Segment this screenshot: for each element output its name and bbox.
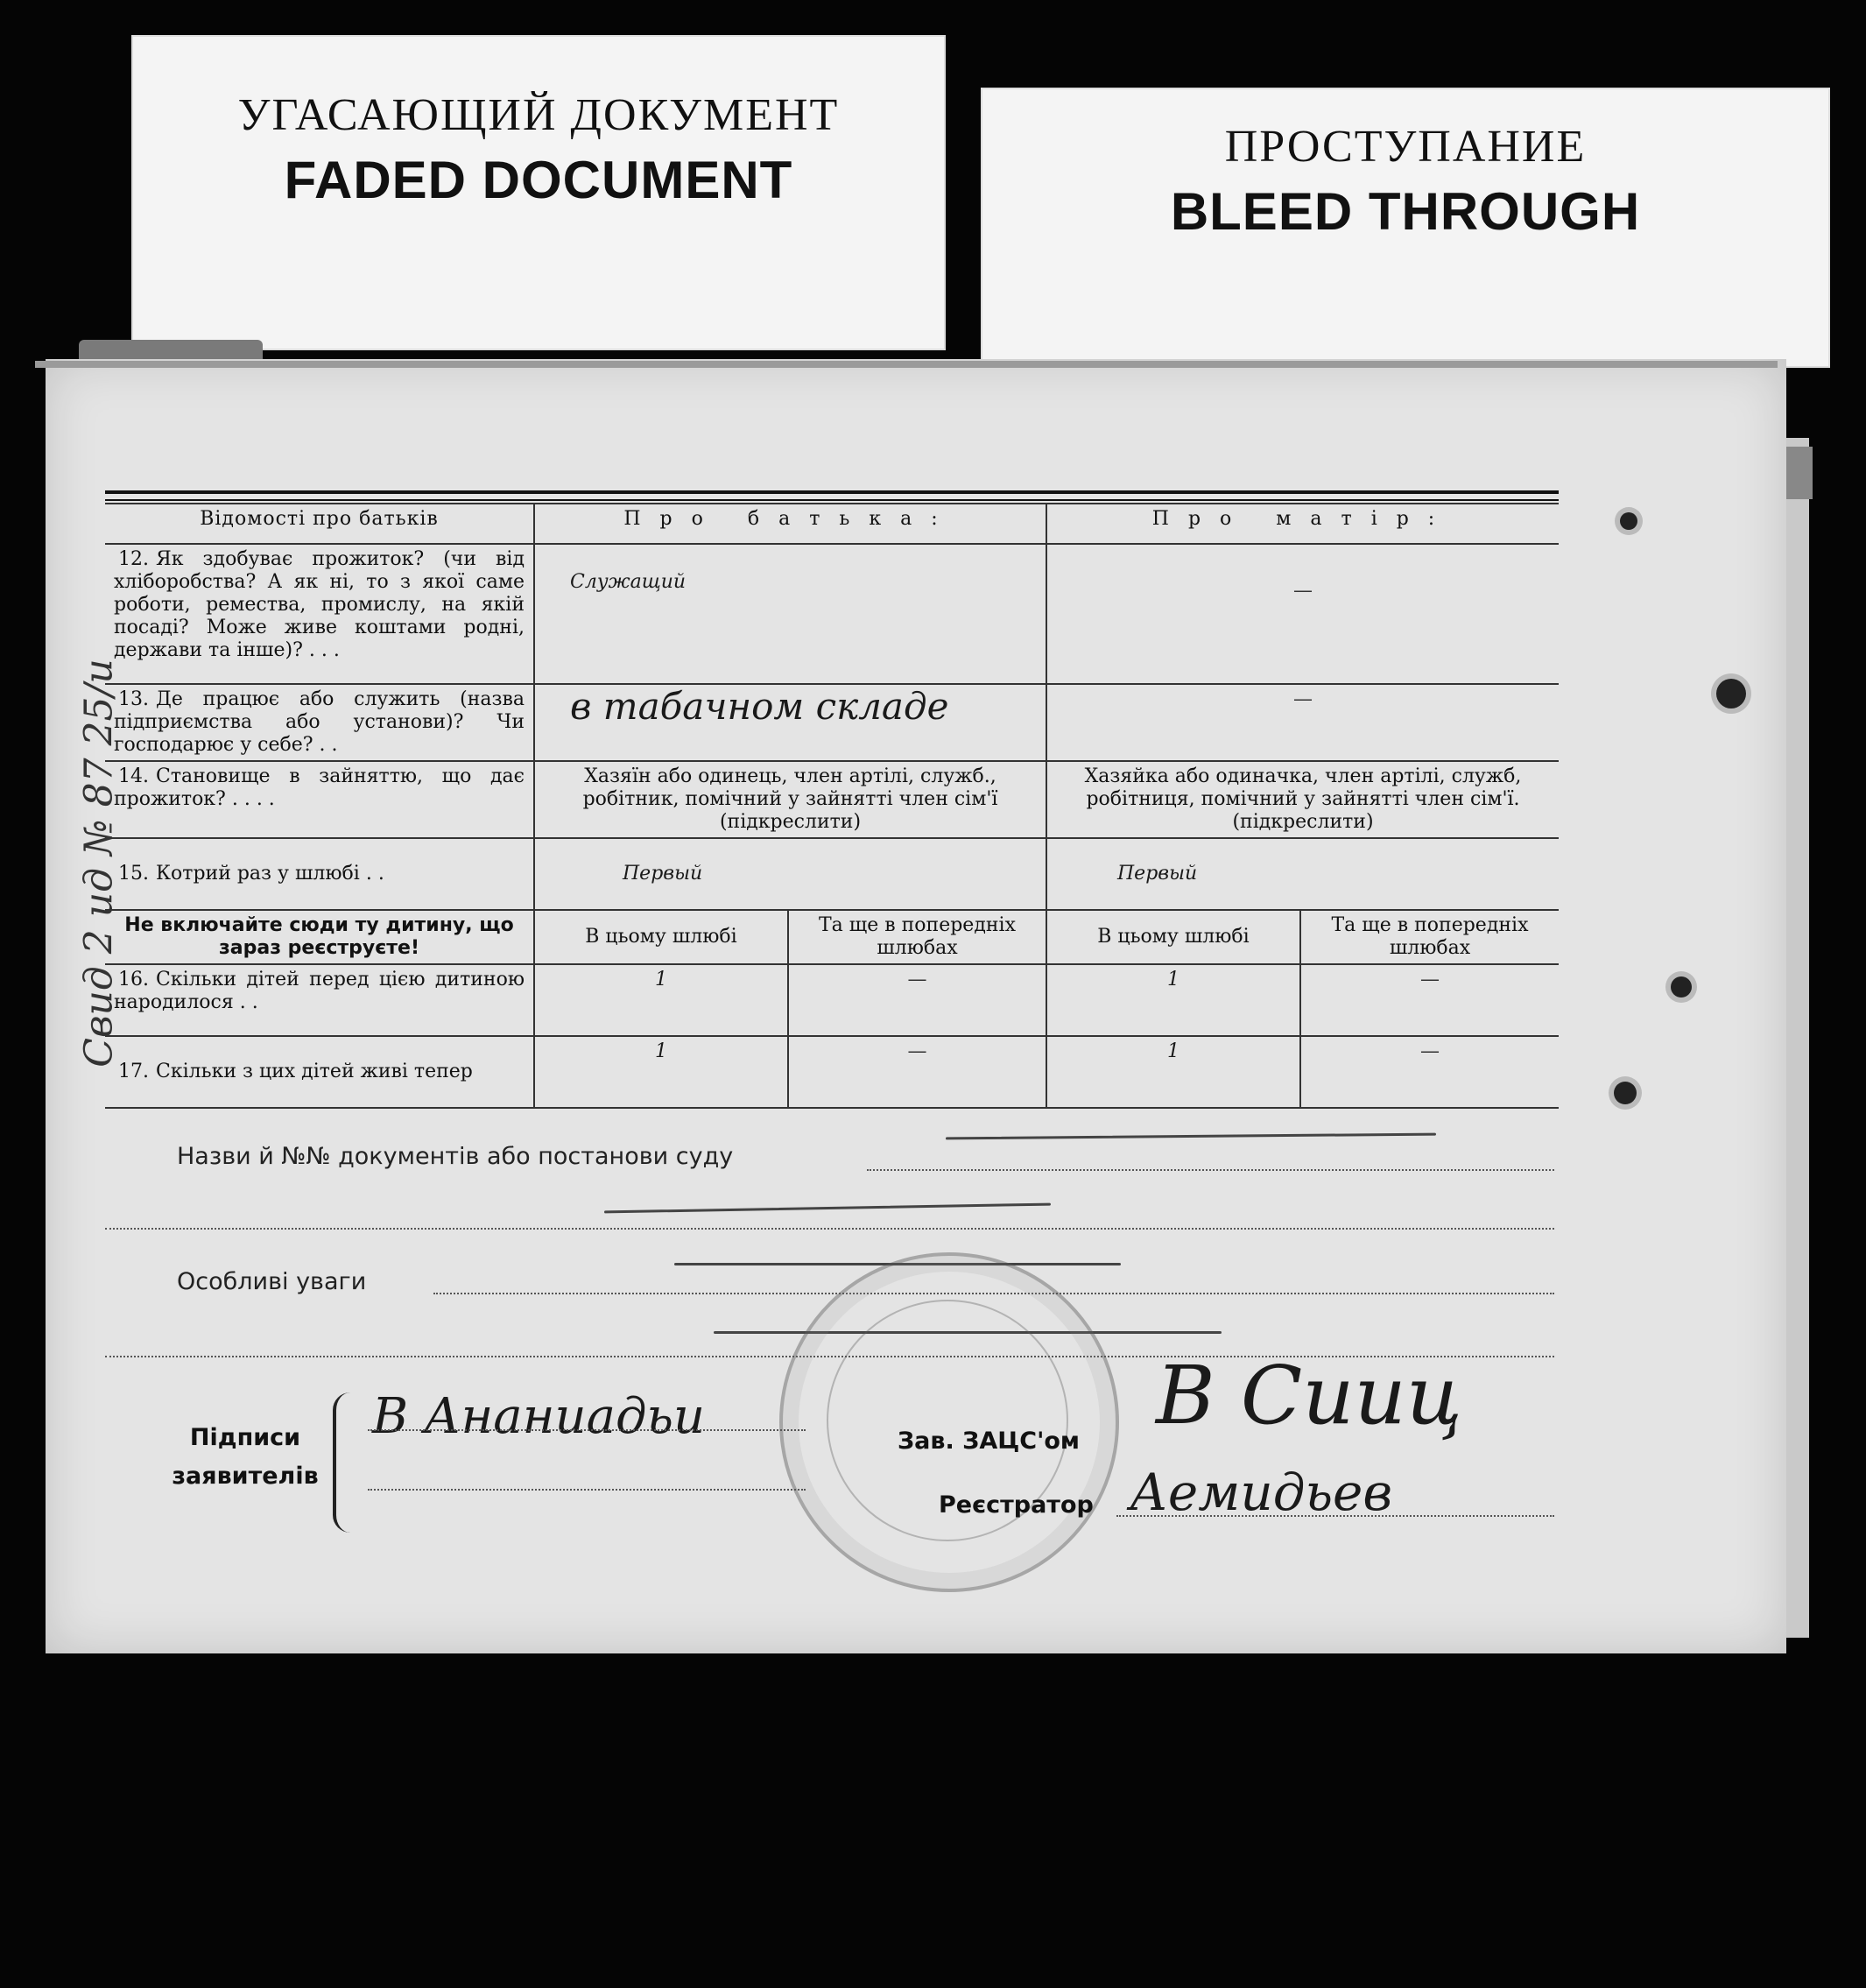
parents-info-table — [105, 503, 1559, 1109]
q15-father-answer: Первый — [534, 838, 1046, 910]
question-12-text: Як здобуває прожиток? (чи від хліборобства? А як ні, то з якої саме роботи, ремества, промислу, на якій посаді? Може живе коштами родні, держави та інше)? . . . — [114, 548, 525, 661]
margin-note-text: Свид 2 ид № 87 25/и — [76, 659, 122, 1068]
question-13 — [105, 684, 534, 761]
question-16-number: 16. — [118, 969, 149, 990]
q16-father-this: 1 — [534, 964, 788, 1036]
table-header-row — [105, 504, 1559, 544]
table-row-q16 — [105, 964, 1559, 1036]
question-14-number: 14. — [118, 765, 149, 787]
documents-dotted-line — [867, 1169, 1554, 1171]
question-15-number: 15. — [118, 863, 149, 885]
table-row-q12 — [105, 544, 1559, 684]
registrar-signature: Аемидьев — [1130, 1463, 1393, 1522]
q16-father-prev: — — [788, 964, 1046, 1036]
binding-hole — [1614, 1082, 1637, 1104]
documents-label: Назви й №№ документів або постанови суду — [177, 1143, 734, 1170]
q17-father-prev: — — [788, 1036, 1046, 1108]
table-row-note — [105, 910, 1559, 964]
mother-prev-marriages-header: Та ще в попередніх шлюбах — [1300, 910, 1559, 964]
question-16-text: Скільки дітей перед цією дитиною народилося . . — [114, 969, 525, 1013]
q17-father-this: 1 — [534, 1036, 788, 1108]
table-row-q17 — [105, 1036, 1559, 1108]
table-top-rule — [105, 490, 1559, 501]
exclude-child-note: Не включайте сюди ту дитину, що зараз реєструєте! — [105, 910, 534, 964]
question-12-number: 12. — [118, 548, 149, 570]
bleed-through-label — [981, 88, 1830, 368]
binding-hole — [1671, 976, 1692, 998]
question-15-text: Котрий раз у шлюбі . . — [156, 863, 384, 885]
q12-mother-answer: — — [1046, 544, 1559, 684]
faded-label-ru: УГАСАЮЩИЙ ДОКУМЕНТ — [237, 90, 840, 140]
applicant-sig-line-1 — [368, 1429, 806, 1431]
table-row-q13 — [105, 684, 1559, 761]
question-17 — [105, 1036, 534, 1108]
faded-document-label — [131, 35, 946, 350]
header-father: Про батька: — [534, 504, 1046, 544]
applicant-signature: В Ананиадьи — [372, 1388, 706, 1445]
question-15 — [105, 838, 534, 910]
question-17-number: 17. — [118, 1061, 149, 1082]
bleed-label-ru: ПРОСТУПАНИЕ — [1224, 122, 1587, 172]
q16-mother-prev: — — [1300, 964, 1559, 1036]
q16-mother-this: 1 — [1046, 964, 1300, 1036]
applicants-signatures-label: Підписи заявителів — [172, 1424, 319, 1490]
header-mother: Про матір: — [1046, 504, 1559, 544]
question-16 — [105, 964, 534, 1036]
head-registry-signature: В Сииц — [1156, 1349, 1462, 1442]
q17-mother-this: 1 — [1046, 1036, 1300, 1108]
question-17-text: Скільки з цих дітей живі тепер — [156, 1061, 473, 1082]
q17-mother-prev: — — [1300, 1036, 1559, 1108]
question-13-number: 13. — [118, 688, 149, 710]
q14-father-options: Хазяїн або одинець, член артілі, служб., робітник, помічний у зайнятті член сім'ї (підкреслити) — [534, 761, 1046, 838]
page-edge-shadow — [1786, 447, 1813, 499]
father-prev-marriages-header: Та ще в попередніх шлюбах — [788, 910, 1046, 964]
question-12 — [105, 544, 534, 684]
father-this-marriage-header: В цьому шлюбі — [534, 910, 788, 964]
mother-this-marriage-header: В цьому шлюбі — [1046, 910, 1300, 964]
remarks-label: Особливі уваги — [177, 1268, 367, 1295]
bleed-label-en: BLEED THROUGH — [1170, 182, 1641, 241]
table-row-q14 — [105, 761, 1559, 838]
binding-hole — [1716, 679, 1746, 708]
q14-mother-options: Хазяйка або одиначка, член артілі, служб, робітниця, помічний у зайнятті член сім'ї. (підкреслити) — [1046, 761, 1559, 838]
table-row-q15 — [105, 838, 1559, 910]
head-registry-label: Зав. ЗАЦС'ом — [898, 1428, 1080, 1455]
question-13-text: Де працює або служить (назва підприємства або установи)? Чи господарює у себе? . . — [114, 688, 525, 756]
binding-hole — [1620, 512, 1637, 530]
applicant-sig-line-2 — [368, 1489, 806, 1491]
q13-mother-answer: — — [1046, 684, 1559, 761]
card-top-edge — [35, 361, 1778, 368]
applicants-brace — [333, 1392, 354, 1533]
documents-dotted-line-2 — [105, 1228, 1554, 1230]
q12-father-answer: Служащий — [534, 544, 1046, 684]
question-14 — [105, 761, 534, 838]
question-14-text: Становище в зайняттю, що дає прожиток? . . . . — [114, 765, 525, 810]
header-parents-info: Відомості про батьків — [105, 504, 534, 544]
registrar-label: Реєстратор — [939, 1491, 1094, 1519]
faded-label-en: FADED DOCUMENT — [284, 151, 793, 209]
q15-mother-answer: Первый — [1046, 838, 1559, 910]
q13-father-answer: в табачном складе — [534, 684, 1046, 761]
